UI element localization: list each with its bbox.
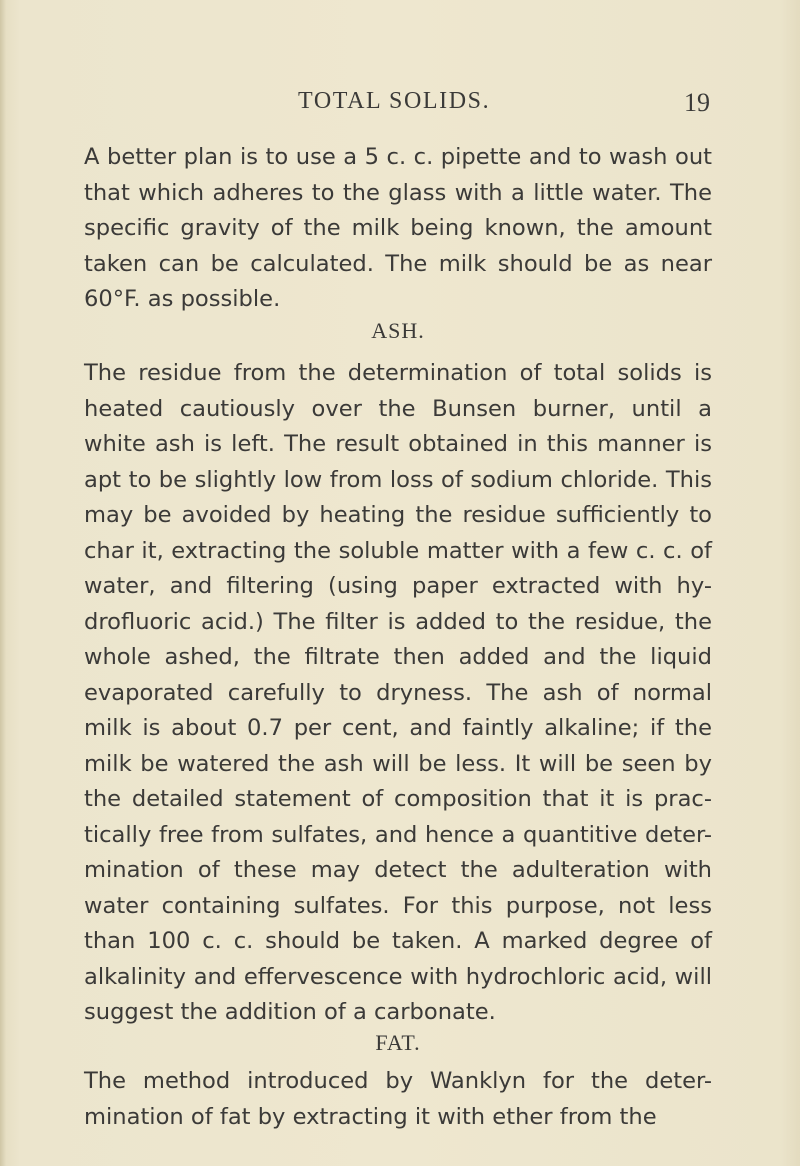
paragraph-ash bbox=[84, 356, 712, 1031]
paragraph-pipette bbox=[84, 140, 712, 318]
paragraph-text: The residue from the determination of total solids is heated cautiously over the Bunsen burner, until a white ash is left. The result obtained in this manner is apt to be slightly low from loss of sodium chloride. This may be avoided by heating the residue sufficiently to char it, extracting the soluble matter with a few c. c. of water, and filtering (using paper extracted with hy-drofluoric acid.) The filter is added to the residue, the whole ashed, the filtrate then added and the liquid evaporated carefully to dryness. The ash of normal milk is about 0.7 per cent, and faintly alkaline; if the milk be watered the ash will be less. It will be seen by the detailed statement of composition that it is prac-tically free from sulfates, and hence a quantitive deter-mination of these may detect the adulteration with water containing sulfates. For this purpose, not less than 100 c. c. should be taken. A marked degree of alkalinity and effervescence with hydrochloric acid, will suggest the addition of a carbonate. bbox=[84, 360, 712, 1025]
section-heading-ash: ASH. bbox=[371, 318, 425, 343]
section-heading-fat-wrapper bbox=[84, 1030, 712, 1056]
paragraph-text: The method introduced by Wanklyn for the deter-mination of fat by extracting it with ether from the bbox=[84, 1068, 712, 1130]
page-binding-edge bbox=[0, 0, 6, 1166]
paragraph-fat bbox=[84, 1064, 712, 1135]
section-heading-ash-wrapper bbox=[84, 318, 712, 344]
section-heading-fat: FAT. bbox=[375, 1030, 421, 1055]
page-number: 19 bbox=[684, 88, 710, 117]
running-title: TOTAL SOLIDS. bbox=[298, 88, 491, 114]
page-header bbox=[84, 88, 712, 128]
paragraph-text: A better plan is to use a 5 c. c. pipette and to wash out that which adheres to the glass with a little water. The specific gravity of the milk being known, the amount taken can be calculated. The milk should be as near 60°F. as possible. bbox=[84, 144, 712, 312]
